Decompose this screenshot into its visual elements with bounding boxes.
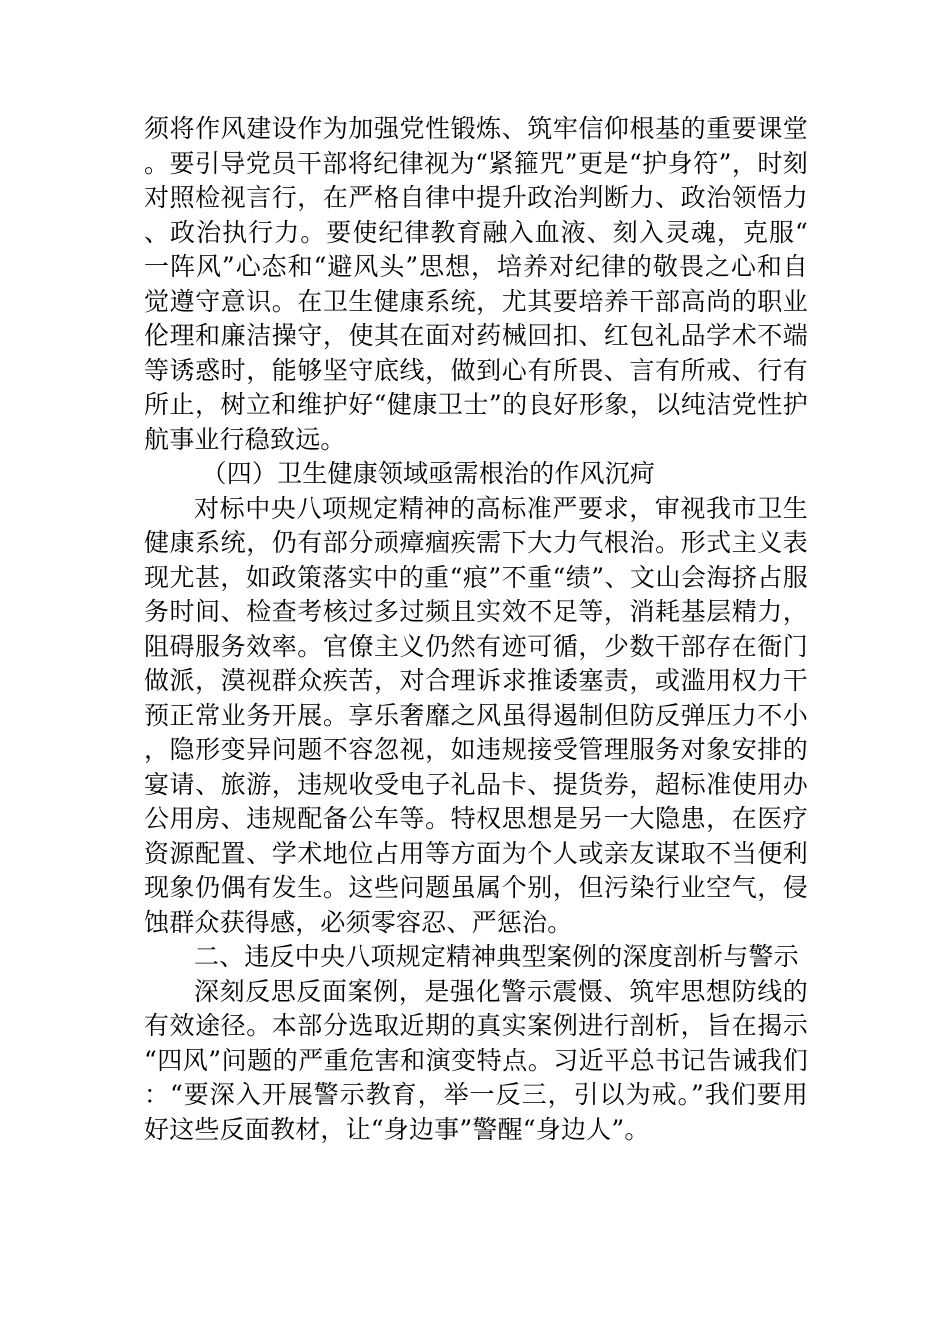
body-paragraph-continued: 须将作风建设作为加强党性锻炼、筑牢信仰根基的重要课堂。要引导党员干部将纪律视为“紧箍咒”更是“护身符”，时刻对照检视言行，在严格自律中提升政治判断力、政治领悟力、政治执行力。要使纪律教育融入血液、刻入灵魂，克服“一阵风”心态和“避风头”思想，培养对纪律的敬畏之心和自觉遵守意识。在卫生健康系统，尤其要培养干部高尚的职业伦理和廉洁操守，使其在面对药械回扣、红包礼品学术不端等诱惑时，能够坚守底线，做到心有所畏、言有所戒、行有所止，树立和维护好“健康卫士”的良好形象，以纯洁党性护航事业行稳致远。 — [144, 114, 808, 454]
document-page — [144, 112, 808, 1147]
section-heading-2: 二、违反中央八项规定精神典型案例的深度剖析与警示 — [194, 942, 799, 971]
section-subheading-4: （四）卫生健康领域亟需根治的作风沉疴 — [201, 459, 656, 488]
body-paragraph-problems: 对标中央八项规定精神的高标准严要求，审视我市卫生健康系统，仍有部分顽瘴痼疾需下大力气根治。形式主义表现尤甚，如政策落实中的重“痕”不重“绩”、文山会海挤占服务时间、检查考核过多过频且实效不足等，消耗基层精力，阻碍服务效率。官僚主义仍然有迹可循，少数干部存在衙门做派，漠视群众疾苦，对合理诉求推诿塞责，或滥用权力干预正常业务开展。享乐奢靡之风虽得遏制但防反弹压力不小，隐形变异问题不容忽视，如违规接受管理服务对象安排的宴请、旅游，违规收受电子礼品卡、提货券，超标准使用办公用房、违规配备公车等。特权思想是另一大隐患，在医疗资源配置、学术地位占用等方面为个人或亲友谋取不当便利现象仍偶有发生。这些问题虽属个别，但污染行业空气，侵蚀群众获得感，必须零容忍、严惩治。 — [144, 493, 808, 937]
body-paragraph-cases: 深刻反思反面案例，是强化警示震慑、筑牢思想防线的有效途径。本部分选取近期的真实案例进行剖析，旨在揭示“四风”问题的严重危害和演变特点。习近平总书记告诫我们：“要深入开展警示教育，举一反三，引以为戒。”我们要用好这些反面教材，让“身边事”警醒“身边人”。 — [144, 976, 808, 1144]
